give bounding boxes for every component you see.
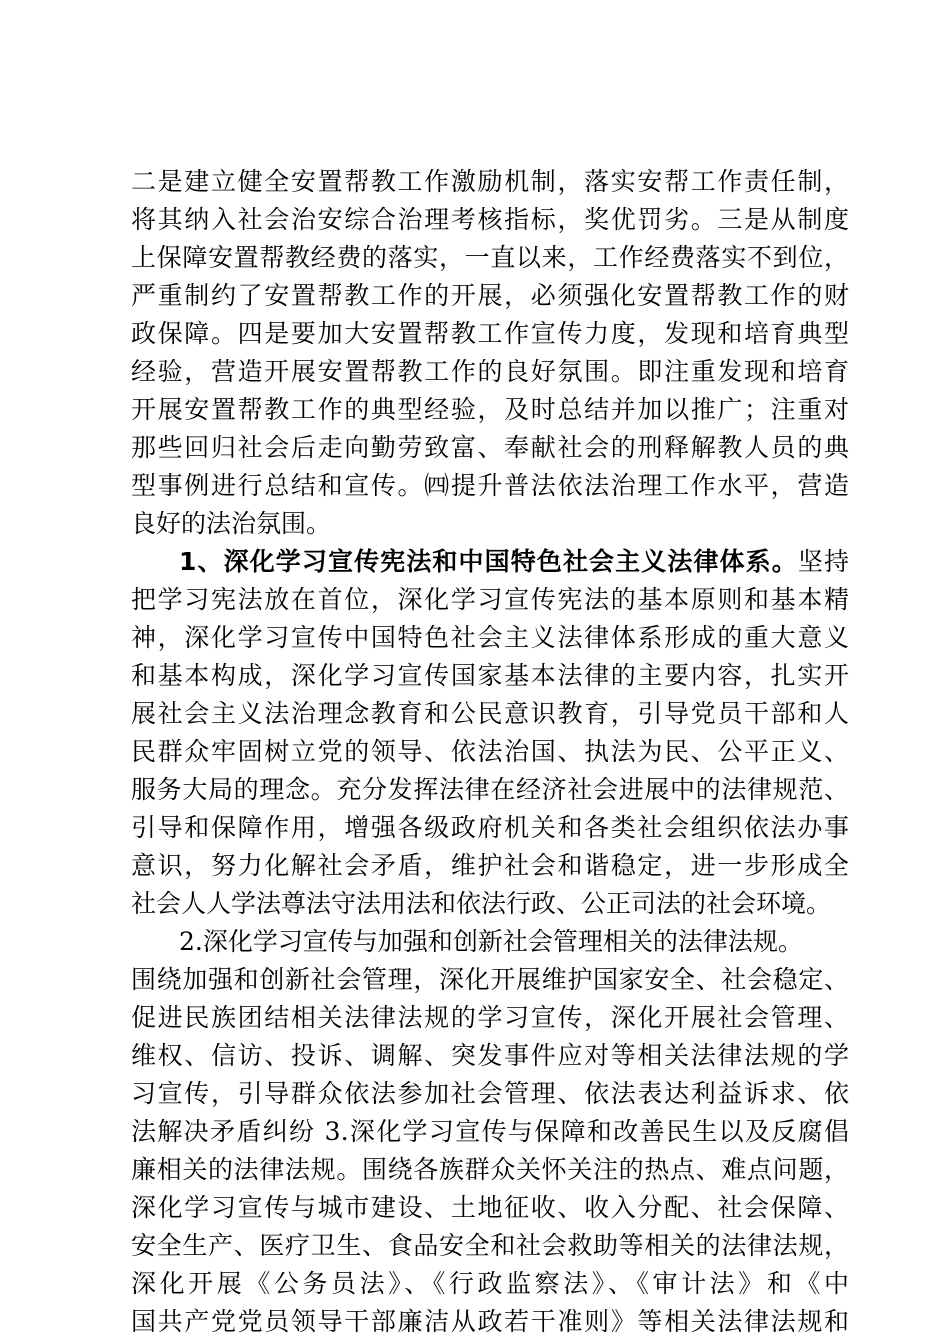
text-line: 廉相关的法律法规。围绕各族群众关怀关注的热点、难点问题， <box>131 1155 849 1184</box>
text-line: 深化开展《公务员法》、《行政监察法》、《审计法》和《中 <box>131 1269 849 1298</box>
text-line: 民群众牢固树立党的领导、依法治国、执法为民、公平正义、 <box>131 737 849 766</box>
text-line: 那些回归社会后走向勤劳致富、奉献社会的刑释解教人员的典 <box>131 433 849 462</box>
text-line: 促进民族团结相关法律法规的学习宣传，深化开展社会管理、 <box>131 1003 849 1032</box>
text-line: 开展安置帮教工作的典型经验，及时总结并加以推广；注重对 <box>131 395 849 424</box>
text-line: 引导和保障作用，增强各级政府机关和各类社会组织依法办事 <box>131 813 849 842</box>
paragraph-3-first-line: 2.深化学习宣传与加强和创新社会管理相关的法律法规。 <box>179 927 803 956</box>
text-line: 国共产党党员领导干部廉洁从政若干准则》等相关法律法规和 <box>131 1307 849 1336</box>
text-line: 社会人人学法尊法守法用法和依法行政、公正司法的社会环境。 <box>131 889 832 918</box>
text-line: 服务大局的理念。充分发挥法律在经济社会进展中的法律规范、 <box>131 775 849 804</box>
text-line: 二是建立健全安置帮教工作激励机制，落实安帮工作责任制， <box>131 167 849 196</box>
section-heading: 1、深化学习宣传宪法和中国特色社会主义法律体系。 <box>179 547 798 576</box>
paragraph-2-first-line <box>179 546 849 578</box>
text-run: 坚持 <box>797 547 849 576</box>
text-line: 将其纳入社会治安综合治理考核指标，奖优罚劣。三是从制度 <box>131 205 849 234</box>
text-line: 维权、信访、投诉、调解、突发事件应对等相关法律法规的学 <box>131 1041 849 1070</box>
text-line: 意识，努力化解社会矛盾，维护社会和谐稳定，进一步形成全 <box>131 851 849 880</box>
text-line: 安全生产、医疗卫生、食品安全和社会救助等相关的法律法规， <box>131 1231 849 1260</box>
text-line: 严重制约了安置帮教工作的开展，必须强化安置帮教工作的财 <box>131 281 849 310</box>
text-line: 围绕加强和创新社会管理，深化开展维护国家安全、社会稳定、 <box>131 965 849 994</box>
text-line: 上保障安置帮教经费的落实，一直以来，工作经费落实不到位， <box>131 243 849 272</box>
text-line: 政保障。四是要加大安置帮教工作宣传力度，发现和培育典型 <box>131 319 849 348</box>
text-line: 展社会主义法治理念教育和公民意识教育，引导党员干部和人 <box>131 699 849 728</box>
text-line: 和基本构成，深化学习宣传国家基本法律的主要内容，扎实开 <box>131 661 849 690</box>
text-line: 良好的法治氛围。 <box>131 509 332 538</box>
text-line: 深化学习宣传与城市建设、土地征收、收入分配、社会保障、 <box>131 1193 849 1222</box>
text-line: 习宣传，引导群众依法参加社会管理、依法表达利益诉求、依 <box>131 1079 849 1108</box>
text-line: 经验，营造开展安置帮教工作的良好氛围。即注重发现和培育 <box>131 357 849 386</box>
text-line: 把学习宪法放在首位，深化学习宣传宪法的基本原则和基本精 <box>131 585 849 614</box>
text-line: 神，深化学习宣传中国特色社会主义法律体系形成的重大意义 <box>131 623 849 652</box>
text-line: 法解决矛盾纠纷 3.深化学习宣传与保障和改善民生以及反腐倡 <box>131 1117 849 1146</box>
text-line: 型事例进行总结和宣传。㈣提升普法依法治理工作水平，营造 <box>131 471 849 500</box>
